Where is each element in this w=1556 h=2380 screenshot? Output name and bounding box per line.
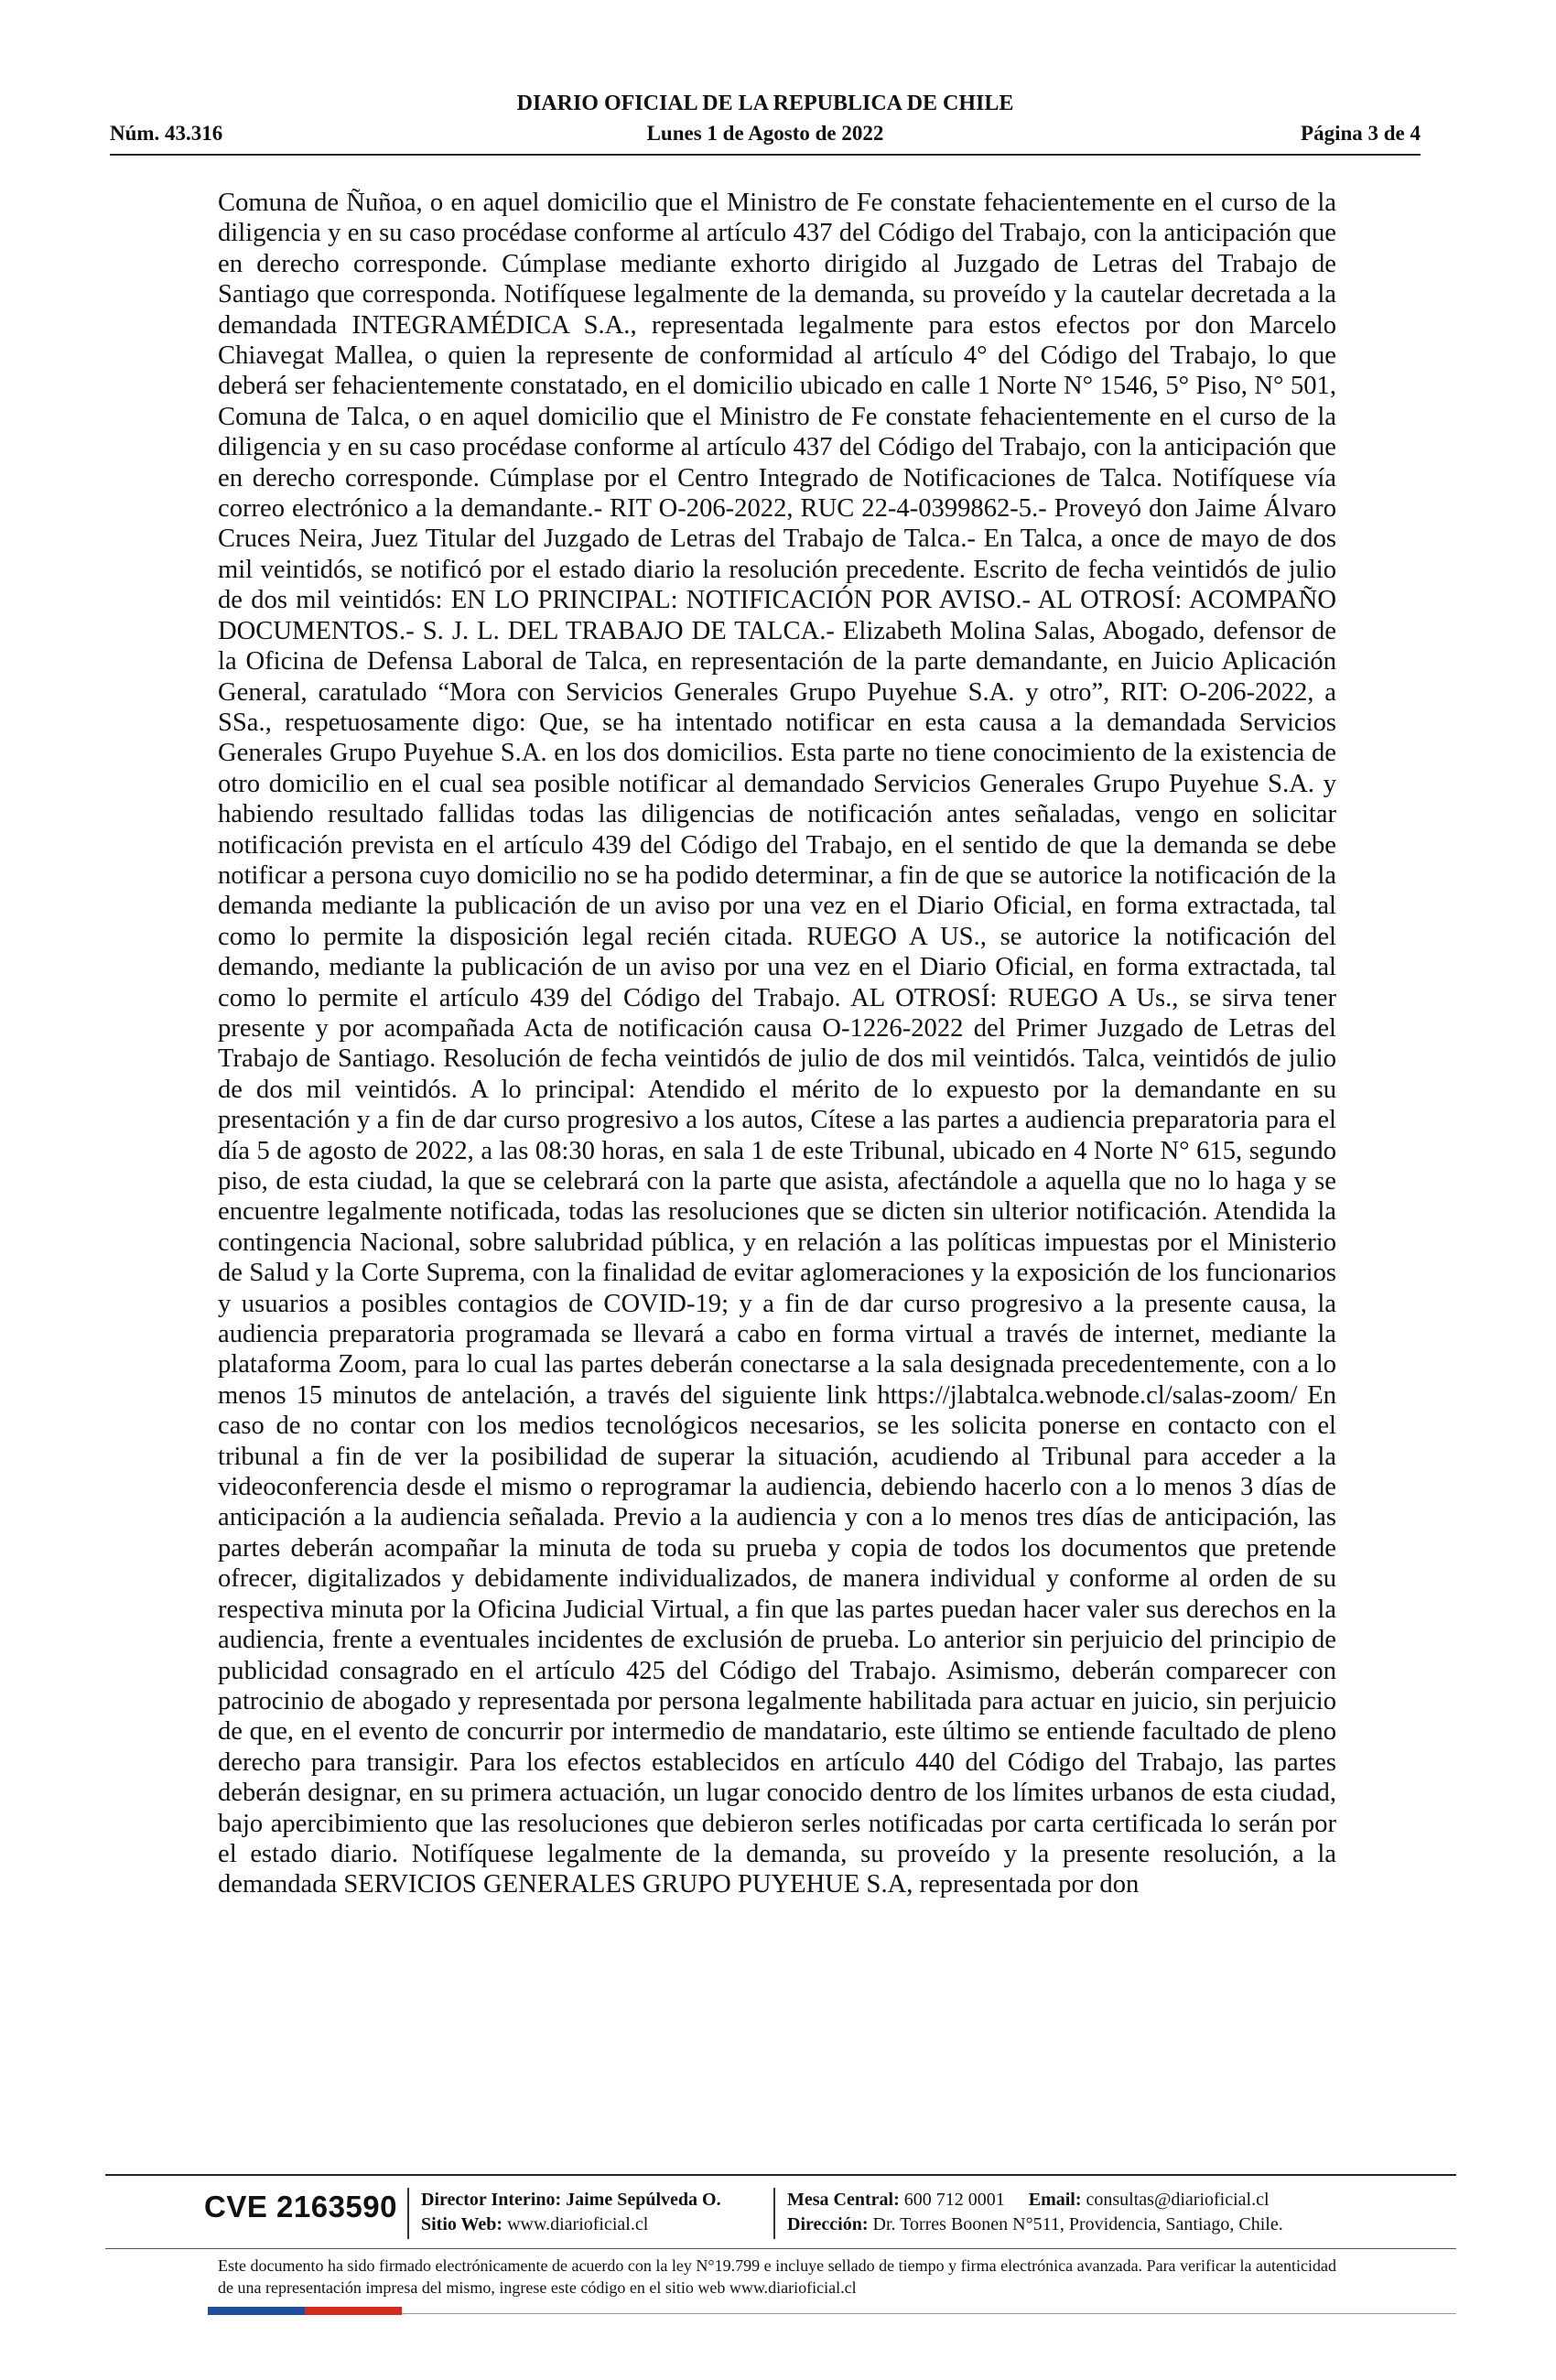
flag-stripe <box>208 2307 402 2315</box>
issue-date: Lunes 1 de Agosto de 2022 <box>646 122 884 145</box>
email-link[interactable]: consultas@diarioficial.cl <box>1086 2190 1270 2210</box>
address-value: Dr. Torres Boonen N°511, Providencia, Santiago, Chile. <box>872 2214 1283 2234</box>
director-label: Director Interino: <box>421 2190 562 2210</box>
director-name: Jaime Sepúlveda O. <box>566 2190 721 2210</box>
gazette-title: DIARIO OFICIAL DE LA REPUBLICA DE CHILE <box>516 92 1014 115</box>
footer-divider <box>105 2174 1456 2176</box>
email-label: Email: <box>1028 2190 1082 2210</box>
footer-separator <box>407 2188 409 2239</box>
flag-red-segment <box>305 2307 402 2315</box>
issue-number: Núm. 43.316 <box>110 122 223 145</box>
footer-director-block <box>421 2188 721 2237</box>
header-divider <box>110 154 1421 156</box>
page-footer <box>105 2179 1456 2252</box>
footer-separator <box>773 2188 775 2239</box>
mesa-phone: 600 712 0001 <box>903 2190 1005 2210</box>
site-label: Sitio Web: <box>421 2214 503 2234</box>
page-header <box>110 92 1421 156</box>
site-link[interactable]: www.diarioficial.cl <box>507 2214 649 2234</box>
signature-note: Este documento ha sido firmado electrónicamente de acuerdo con la ley N°19.799 e incluye sellado de tiempo y firma electrónica avanzada. Para verificar la autenticidad de una representación impresa del mismo, ingrese este código en el sitio web www.diarioficial.cl <box>218 2256 1336 2297</box>
cve-code: CVE 2163590 <box>204 2190 397 2223</box>
document-body: Comuna de Ñuñoa, o en aquel domicilio que el Ministro de Fe constate fehacientemente en el curso de la diligencia y en su caso procédase conforme al artículo 437 del Código del Trabajo, con la anticipación que en derecho corresponde. Cúmplase mediante exhorto dirigido al Juzgado de Letras del Trabajo de Santiago que corresponda. Notifíquese legalmente de la demanda, su proveído y la cautelar decretada a la demandada INTEGRAMÉDICA S.A., representada legalmente para estos efectos por don Marcelo Chiavegat Mallea, o quien la represente de conformidad al artículo 4° del Código del Trabajo, lo que deberá ser fehacientemente constatado, en el domicilio ubicado en calle 1 Norte N° 1546, 5° Piso, N° 501, Comuna de Talca, o en aquel domicilio que el Ministro de Fe constate fehacientemente en el curso de la diligencia y en su caso procédase conforme al artículo 437 del Código del Trabajo, con la anticipación que en derecho corresponde. Cúmplase por el Centro Integrado de Notificaciones de Talca. Notifíquese vía correo electrónico a la demandante.- RIT O-206-2022, RUC 22-4-0399862-5.- Proveyó don Jaime Álvaro Cruces Neira, Juez Titular del Juzgado de Letras del Trabajo de Talca.- En Talca, a once de mayo de dos mil veintidós, se notificó por el estado diario la resolución precedente. Escrito de fecha veintidós de julio de dos mil veintidós: EN LO PRINCIPAL: NOTIFICACIÓN POR AVISO.- AL OTROSÍ: ACOMPAÑO DOCUMENTOS.- S. J. L. DEL TRABAJO DE TALCA.- Elizabeth Molina Salas, Abogado, defensor de la Oficina de Defensa Laboral de Talca, en representación de la parte demandante, en Juicio Aplicación General, caratulado “Mora con Servicios Generales Grupo Puyehue S.A. y otro”, RIT: O-206-2022, a SSa., respetuosamente digo: Que, se ha intentado notificar en esta causa a la demandada Servicios Generales Grupo Puyehue S.A. en los dos domicilios. Esta parte no tiene conocimiento de la existencia de otro domicilio en el cual sea posible notificar al demandado Servicios Generales Grupo Puyehue S.A. y habiendo resultado fallidas todas las diligencias de notificación antes señaladas, vengo en solicitar notificación prevista en el artículo 439 del Código del Trabajo, en el sentido de que la demanda se debe notificar a persona cuyo domicilio no se ha podido determinar, a fin de que se autorice la notificación de la demanda mediante la publicación de un aviso por una vez en el Diario Oficial, en forma extractada, tal como lo permite la disposición legal recién citada. RUEGO A US., se autorice la notificación del demando, mediante la publicación de un aviso por una vez en el Diario Oficial, en forma extractada, tal como lo permite el artículo 439 del Código del Trabajo. AL OTROSÍ: RUEGO A Us., se sirva tener presente y por acompañada Acta de notificación causa O-1226-2022 del Primer Juzgado de Letras del Trabajo de Santiago. Resolución de fecha veintidós de julio de dos mil veintidós. Talca, veintidós de julio de dos mil veintidós. A lo principal: Atendido el mérito de lo expuesto por la demandante en su presentación y a fin de dar curso progresivo a los autos, Cítese a las partes a audiencia preparatoria para el día 5 de agosto de 2022, a las 08:30 horas, en sala 1 de este Tribunal, ubicado en 4 Norte N° 615, segundo piso, de esta ciudad, la que se celebrará con la parte que asista, afectándole a aquella que no lo haga y se encuentre legalmente notificada, todas las resoluciones que se dicten sin ulterior notificación. Atendida la contingencia Nacional, sobre salubridad pública, y en relación a las políticas impuestas por el Ministerio de Salud y la Corte Suprema, con la finalidad de evitar aglomeraciones y la exposición de los funcionarios y usuarios a posibles contagios de COVID-19; y a fin de dar curso progresivo a la presente causa, la audiencia preparatoria programada se llevará a cabo en forma virtual a través de internet, mediante la plataforma Zoom, para lo cual las partes deberán conectarse a la sala designada precedentemente, con a lo menos 15 minutos de antelación, a través del siguiente link https://jlabtalca.webnode.cl/salas-zoom/ En caso de no contar con los medios tecnológicos necesarios, se les solicita ponerse en contacto con el tribunal a fin de ver la posibilidad de superar la situación, acudiendo al Tribunal para acceder a la videoconferencia desde el mismo o reprogramar la audiencia, debiendo hacerlo con a lo menos 3 días de anticipación a la audiencia señalada. Previo a la audiencia y con a lo menos tres días de anticipación, las partes deberán acompañar la minuta de toda su prueba y copia de todos los documentos que pretende ofrecer, digitalizados y debidamente individualizados, de manera individual y conforme al orden de su respectiva minuta por la Oficina Judicial Virtual, a fin que las partes puedan hacer valer sus derechos en la audiencia, frente a eventuales incidentes de exclusión de prueba. Lo anterior sin perjuicio del principio de publicidad consagrado en el artículo 425 del Código del Trabajo. Asimismo, deberán comparecer con patrocinio de abogado y representada por persona legalmente habilitada para actuar en juicio, sin perjuicio de que, en el evento de concurrir por intermedio de mandatario, este último se entiende facultado de pleno derecho para transigir. Para los efectos establecidos en artículo 440 del Código del Trabajo, las partes deberán designar, en su primera actuación, un lugar conocido dentro de los límites urbanos de esta ciudad, bajo apercibimiento que las resoluciones que debieron serles notificadas por carta certificada lo serán por el estado diario. Notifíquese legalmente de la demanda, su proveído y la presente resolución, a la demandada SERVICIOS GENERALES GRUPO PUYEHUE S.A, representada por don <box>218 189 1336 1899</box>
address-label: Dirección: <box>787 2214 869 2234</box>
footer-divider-lower <box>105 2248 1456 2249</box>
footer-contact-block <box>787 2188 1283 2237</box>
bottom-rule <box>402 2313 1456 2314</box>
page-indicator: Página 3 de 4 <box>1301 122 1421 145</box>
flag-blue-segment <box>208 2307 305 2315</box>
mesa-label: Mesa Central: <box>787 2190 900 2210</box>
header-row <box>110 122 1421 149</box>
